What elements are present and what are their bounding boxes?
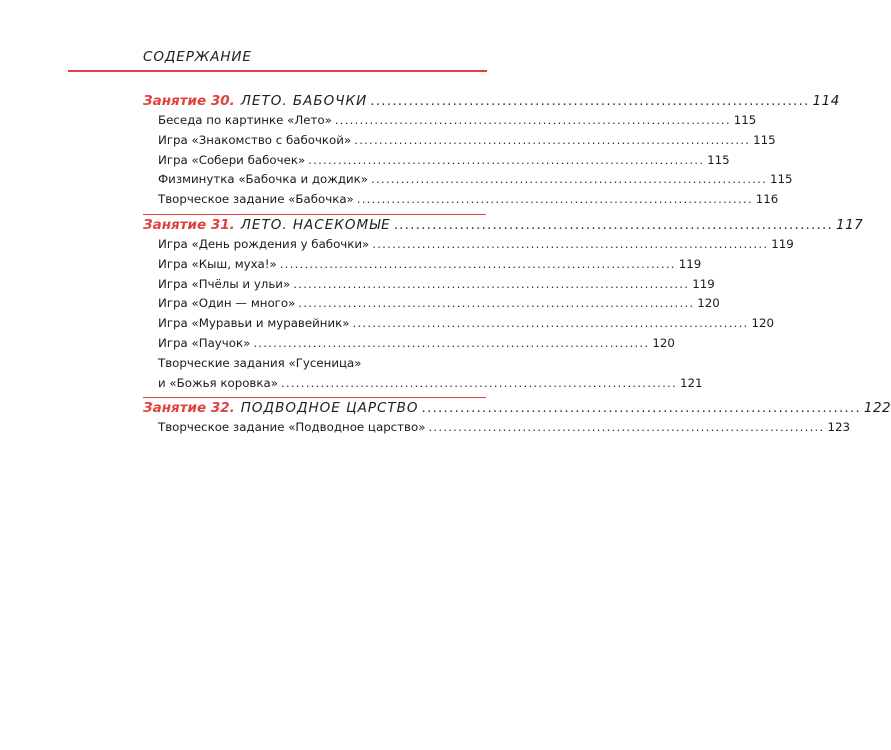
toc-section-heading[interactable] xyxy=(143,93,840,113)
page-number: 115 xyxy=(753,132,776,147)
page-number: 115 xyxy=(707,152,730,167)
toc-entry[interactable] xyxy=(143,335,675,356)
page-number: 123 xyxy=(827,420,850,435)
toc-entry[interactable] xyxy=(143,316,775,336)
page-number: 121 xyxy=(679,375,703,390)
toc-entry[interactable] xyxy=(143,113,757,133)
page-number: 117 xyxy=(836,216,864,233)
toc-entry[interactable] xyxy=(143,236,794,257)
lesson-title: ЛЕТО. НАСЕКОМЫЕ xyxy=(240,216,391,233)
page-number: 119 xyxy=(692,276,715,291)
dot-leader: ................................................................................ xyxy=(371,172,768,187)
dot-leader: ................................................................................ xyxy=(354,132,751,147)
entry-title: Игра «Знакомство с бабочкой» xyxy=(158,132,352,147)
dot-leader: ................................................................................ xyxy=(393,216,833,233)
toc-entry[interactable] xyxy=(143,375,703,396)
toc-entry[interactable] xyxy=(143,132,776,153)
dot-leader: ................................................................................ xyxy=(279,256,676,271)
toc-entry[interactable] xyxy=(143,296,720,316)
entry-title: Творческое задание «Бабочка» xyxy=(158,192,354,207)
page-number: 122 xyxy=(863,400,891,417)
entry-title: Игра «Кыш, муха!» xyxy=(158,256,277,271)
dot-leader: ................................................................................ xyxy=(372,236,769,251)
page-number: 119 xyxy=(771,236,794,251)
page-number: 119 xyxy=(678,256,702,271)
entry-title: Творческое задание «Подводное царство» xyxy=(158,420,426,435)
page-number: 120 xyxy=(697,296,720,311)
toc-section-32 xyxy=(143,400,891,440)
table-of-contents xyxy=(143,93,891,440)
dot-leader: ................................................................................ xyxy=(352,316,749,331)
entry-title: Игра «Пчёлы и ульи» xyxy=(158,276,291,291)
dot-leader: ................................................................................ xyxy=(334,113,731,127)
dot-leader: ................................................................................ xyxy=(253,335,650,350)
toc-section-30 xyxy=(143,93,840,212)
entry-title: и «Божья коровка» xyxy=(158,375,278,390)
toc-section-heading[interactable] xyxy=(143,216,864,237)
lesson-number: Занятие 31. xyxy=(143,216,235,233)
toc-entry-line1[interactable] xyxy=(143,356,486,376)
entry-title: Физминутка «Бабочка и дождик» xyxy=(158,172,369,187)
toc-entry[interactable] xyxy=(143,256,702,277)
toc-entry[interactable] xyxy=(143,172,793,192)
page-number: 114 xyxy=(812,93,840,109)
page-number: 115 xyxy=(733,113,757,127)
toc-entry[interactable] xyxy=(143,276,715,297)
dot-leader: ................................................................................ xyxy=(356,192,753,207)
header-rule xyxy=(68,70,487,72)
section-divider xyxy=(143,214,486,215)
lesson-number: Занятие 30. xyxy=(143,93,235,109)
entry-title: Игра «Муравьи и муравейник» xyxy=(158,316,350,331)
toc-entry[interactable] xyxy=(143,192,779,212)
page-number: 116 xyxy=(755,192,779,207)
page-number: 120 xyxy=(751,316,775,331)
entry-title: Игра «Собери бабочек» xyxy=(158,152,306,167)
section-divider xyxy=(143,397,486,398)
page-header-title: СОДЕРЖАНИЕ xyxy=(143,49,252,65)
dot-leader: ................................................................................ xyxy=(428,420,825,435)
entry-title: Игра «Один — много» xyxy=(158,296,296,311)
entry-title: Игра «Паучок» xyxy=(158,335,251,350)
entry-title: Беседа по картинке «Лето» xyxy=(158,113,332,127)
page-number: 115 xyxy=(770,172,793,187)
toc-section-heading[interactable] xyxy=(143,400,891,420)
dot-leader: ................................................................................ xyxy=(298,296,695,311)
toc-section-31 xyxy=(143,216,864,395)
lesson-number: Занятие 32. xyxy=(143,400,235,417)
toc-entry[interactable] xyxy=(143,152,730,173)
page-number: 120 xyxy=(652,335,675,350)
toc-entry[interactable] xyxy=(143,420,850,440)
dot-leader: ................................................................................ xyxy=(308,152,705,167)
dot-leader: ................................................................................ xyxy=(370,93,810,109)
dot-leader: ................................................................................ xyxy=(421,400,861,417)
entry-title-line1: Творческие задания «Гусеница» xyxy=(158,355,362,370)
dot-leader: ................................................................................ xyxy=(293,276,690,291)
lesson-title: ПОДВОДНОЕ ЦАРСТВО xyxy=(240,400,419,417)
dot-leader: ................................................................................ xyxy=(280,375,677,390)
lesson-title: ЛЕТО. БАБОЧКИ xyxy=(240,93,368,109)
entry-title: Игра «День рождения у бабочки» xyxy=(158,236,370,251)
